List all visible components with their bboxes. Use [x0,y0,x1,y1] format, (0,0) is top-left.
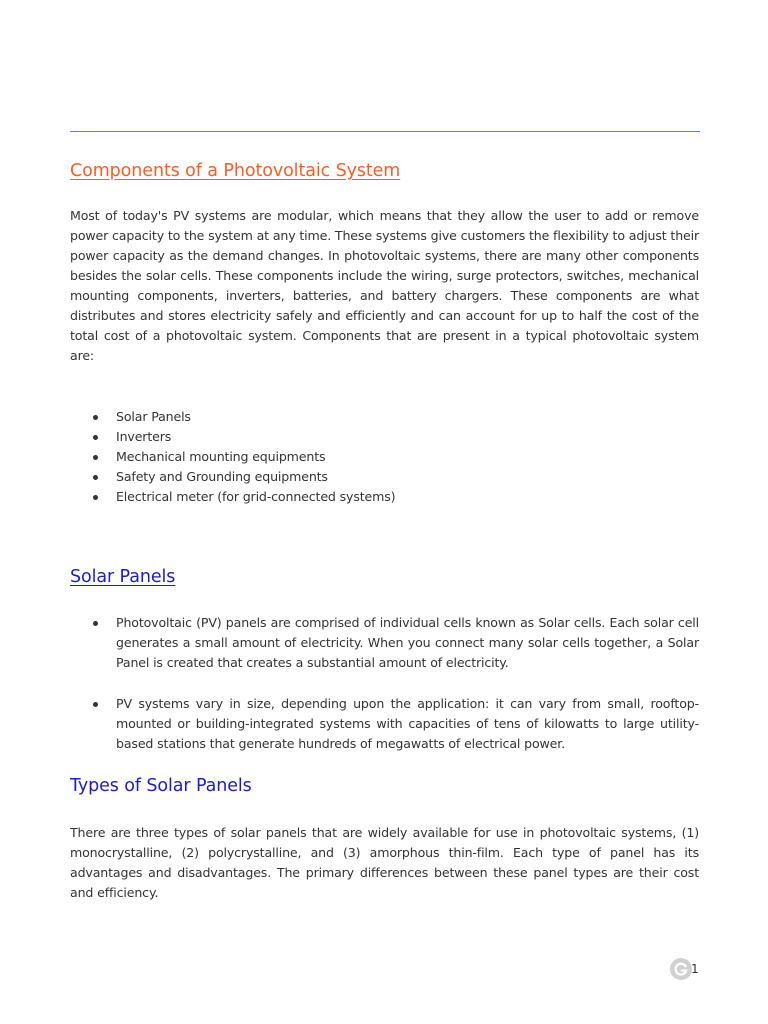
bullet-icon [93,415,98,420]
list-item: Electrical meter (for grid-connected systems) [70,487,699,507]
list-item: Mechanical mounting equipments [70,447,699,467]
list-item: Inverters [70,427,699,447]
components-heading: Components of a Photovoltaic System [70,161,401,181]
bullet-icon [93,702,98,707]
section-solar-panels [70,565,699,589]
list-item: Safety and Grounding equipments [70,467,699,487]
types-body-block [70,823,699,903]
list-item: PV systems vary in size, depending upon the application: it can vary from small, rooftop-mounted or building-integrated systems with capacities of tens of kilowatts to large utility-based stations that generate hundreds of megawatts of electrical power. [70,694,699,754]
bullet-icon [93,621,98,626]
bullet-icon [93,435,98,440]
components-list-block [70,407,699,507]
types-heading: Types of Solar Panels [70,776,252,796]
bullet-icon [93,495,98,500]
solar-panels-heading: Solar Panels [70,567,176,587]
components-intro-paragraph: Most of today's PV systems are modular, which means that they allow the user to add or remove power capacity to the system at any time. These systems give customers the flexibility to adjust their power capacity as the demand changes. In photovoltaic systems, there are many other components besides the solar cells. These components include the wiring, surge protectors, switches, mechanical mounting components, inverters, batteries, and battery chargers. These components are what distributes and stores electricity safely and efficiently and can account for up to half the cost of the total cost of a photovoltaic system. Components that are present in a typical photovoltaic system are: [70,208,699,363]
circular-logo-icon [670,958,692,980]
types-paragraph: There are three types of solar panels that are widely available for use in photovoltaic systems, (1) monocrystalline, (2) polycrystalline, and (3) amorphous thin-film. Each type of panel has its advantages and disadvantages. The primary differences between these panel types are their cost and efficiency. [70,825,699,900]
section-types [70,774,699,798]
list-item: Photovoltaic (PV) panels are comprised of individual cells known as Solar cells. Each solar cell generates a small amount of electricity. When you connect many solar cells together, a Solar Panel is created that creates a substantial amount of electricity. [70,613,699,673]
bullet-icon [93,455,98,460]
page-number [670,958,700,982]
section-components [70,159,699,183]
list-item: Solar Panels [70,407,699,427]
components-list [70,407,699,507]
solar-panels-point-1-block [70,613,699,673]
header-divider [70,131,700,132]
solar-panels-point-2-block [70,694,699,754]
components-intro-block [70,206,699,366]
page-number-text: 1 [691,962,699,976]
bullet-icon [93,475,98,480]
